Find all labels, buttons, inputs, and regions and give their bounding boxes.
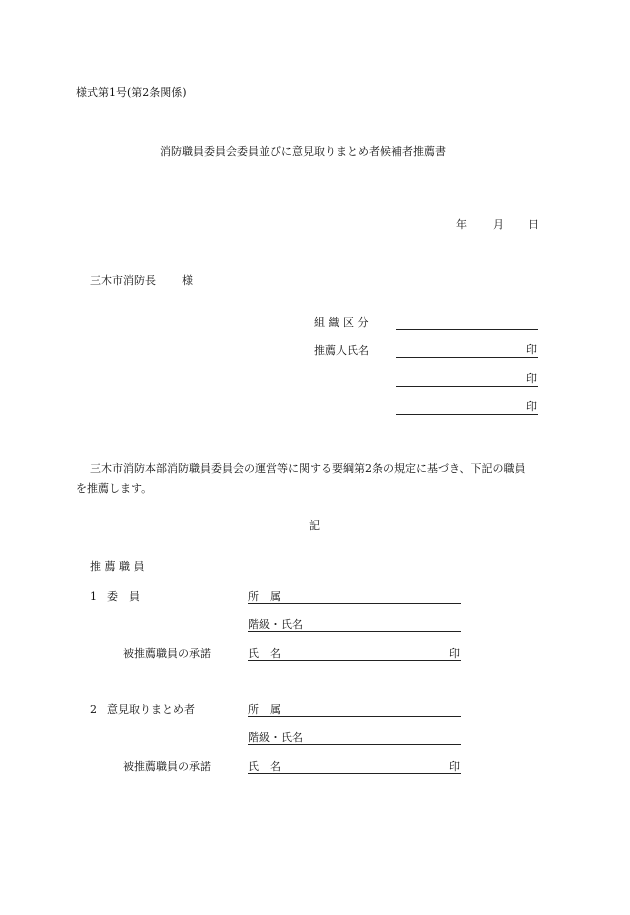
- entry-role: 委 員: [107, 590, 140, 603]
- affiliation-field[interactable]: [248, 603, 461, 604]
- seal-mark-1: 印: [526, 343, 537, 356]
- entry-number: 2: [90, 703, 97, 716]
- consent-name-label: 氏 名: [248, 760, 281, 773]
- rank-name-field[interactable]: [248, 631, 461, 632]
- recommender-name-label: 推薦人氏名: [314, 344, 369, 357]
- org-category-field[interactable]: [396, 329, 538, 330]
- ki-mark: 記: [309, 519, 320, 532]
- consent-name-label: 氏 名: [248, 647, 281, 660]
- seal-mark: 印: [449, 647, 460, 660]
- recommender-name-field-2[interactable]: [396, 386, 538, 387]
- seal-mark: 印: [449, 760, 460, 773]
- addressee-honorific: 様: [182, 274, 193, 287]
- seal-mark-3: 印: [526, 400, 537, 413]
- rank-name-label: 階級・氏名: [248, 618, 303, 631]
- affiliation-label: 所 属: [248, 703, 281, 716]
- consent-label: 被推薦職員の承諾: [123, 760, 211, 773]
- rank-name-field[interactable]: [248, 744, 461, 745]
- body-text-line-2: を推薦します。: [76, 482, 153, 495]
- seal-mark-2: 印: [526, 372, 537, 385]
- form-number: 様式第1号(第2条関係): [76, 86, 187, 99]
- rank-name-label: 階級・氏名: [248, 731, 303, 744]
- consent-name-field[interactable]: [248, 773, 461, 774]
- document-title: 消防職員委員会委員並びに意見取りまとめ者候補者推薦書: [160, 145, 446, 158]
- body-text-line-1: 三木市消防本部消防職員委員会の運営等に関する要綱第2条の規定に基づき、下記の職員: [90, 462, 526, 475]
- org-category-label: 組 織 区 分: [314, 316, 369, 329]
- date-year-label: 年: [456, 218, 467, 231]
- date-month-label: 月: [493, 218, 504, 231]
- addressee-name: 三木市消防長: [90, 274, 156, 287]
- affiliation-label: 所 属: [248, 590, 281, 603]
- entry-role: 意見取りまとめ者: [107, 703, 195, 716]
- entry-number: 1: [90, 590, 97, 603]
- consent-label: 被推薦職員の承諾: [123, 647, 211, 660]
- consent-name-field[interactable]: [248, 660, 461, 661]
- recommender-name-field-1[interactable]: [396, 357, 538, 358]
- affiliation-field[interactable]: [248, 716, 461, 717]
- recommender-name-field-3[interactable]: [396, 414, 538, 415]
- section-heading: 推 薦 職 員: [90, 560, 145, 573]
- date-day-label: 日: [528, 218, 539, 231]
